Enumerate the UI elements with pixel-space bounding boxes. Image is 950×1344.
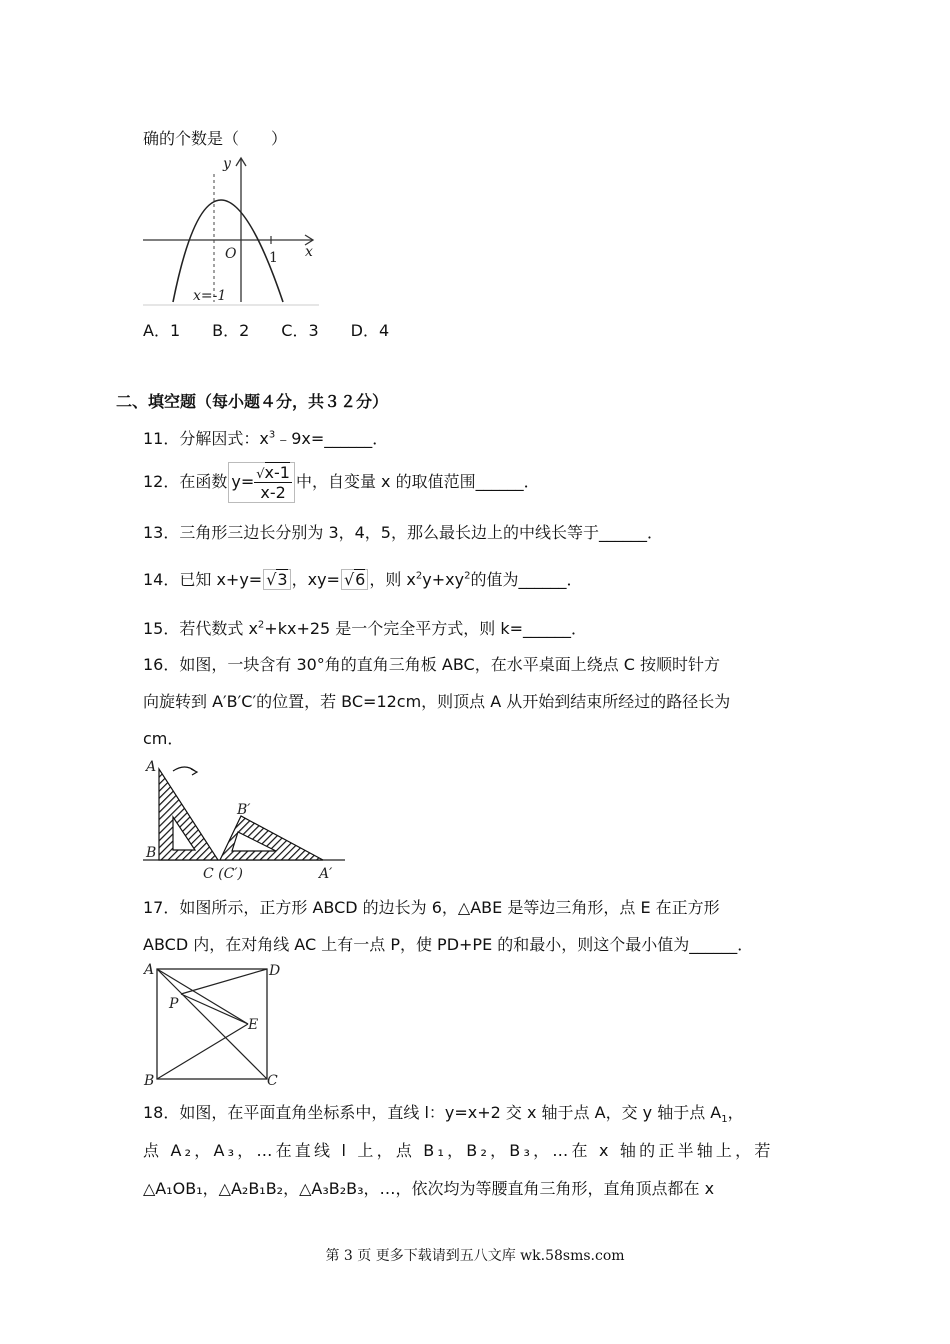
q12-numerator: x-1 xyxy=(264,463,290,482)
q12-fraction: $\frac{√x-1}{x-2}$ xyxy=(256,463,290,502)
label-A: A xyxy=(146,759,157,775)
q11 xyxy=(143,426,388,449)
origin-label: O xyxy=(225,246,237,262)
q14-sup-1: 2 xyxy=(415,570,423,582)
q14 xyxy=(143,567,582,590)
q14-sup-2: 2 xyxy=(464,570,471,582)
q12-y: y= xyxy=(231,472,255,491)
label-P: P xyxy=(169,996,179,1012)
q10-options: A．1 B．2 C．3 D．4 xyxy=(143,321,390,340)
q12 xyxy=(143,462,540,503)
axis-of-symmetry-label: x=-1 xyxy=(193,288,227,304)
q14-radicand-2: 6 xyxy=(355,570,366,589)
q14-p1: 14．已知 x+y= xyxy=(143,570,263,589)
label-B-prime: B′ xyxy=(237,802,251,818)
q18-line-1-text: 18．如图，在平面直角坐标系中，直线 l：y=x+2 交 x 轴于点 A，交 y 轴于点 A xyxy=(143,1103,722,1122)
q15-p1: 15．若代数式 x xyxy=(143,619,258,638)
q10-tail: 确的个数是（ ） xyxy=(143,129,288,148)
q14-sqrt3: √3 xyxy=(263,569,290,590)
parabola-graph xyxy=(143,152,319,308)
q18-line-2: 点 A₂，A₃，…在直线 l 上，点 B₁，B₂，B₃，…在 x 轴的正半轴上，若 xyxy=(143,1141,774,1160)
q11-sup: 3 xyxy=(268,429,276,441)
q14-radicand-1: 3 xyxy=(277,570,288,589)
q18-line-1-end: ， xyxy=(727,1103,744,1122)
label-C: C (C′) xyxy=(203,866,243,881)
q16-line-1: 16．如图，一块含有 30°角的直角三角板 ABC，在水平桌面上绕点 C 按顺时针方 xyxy=(143,655,721,674)
q18-line-1 xyxy=(143,1100,744,1125)
q15 xyxy=(143,616,587,639)
label-B: B xyxy=(146,845,157,861)
one-label: 1 xyxy=(269,250,278,266)
q15-p2: +kx+25 是一个完全平方式，则 k=______． xyxy=(264,619,588,638)
q17-line-1: 17．如图所示，正方形 ABCD 的边长为 6，△ABE 是等边三角形，点 E 在正方形 xyxy=(143,898,720,917)
q14-sqrt6: √6 xyxy=(341,569,368,590)
x-axis-label: x xyxy=(305,244,313,260)
q12-prefix: 12．在函数 xyxy=(143,472,228,491)
square-figure xyxy=(143,961,288,1088)
q18-line-1-sub: 1 xyxy=(721,1114,728,1126)
q17-line-2: ABCD 内，在对角线 AC 上有一点 P，使 PD+PE 的和最小，则这个最小值为______． xyxy=(143,935,754,954)
label-C: C xyxy=(267,1073,278,1088)
q14-p3: ，则 x xyxy=(369,570,416,589)
q16-line-3: cm． xyxy=(143,729,184,748)
section-title: 二、填空题（每小题４分，共３２分） xyxy=(116,392,389,411)
q12-formula xyxy=(228,462,295,503)
q11-prefix: 11．分解因式：x xyxy=(143,429,269,448)
label-E: E xyxy=(248,1017,259,1033)
page-footer: 第 3 页 更多下载请到五八文库 wk.58sms.com xyxy=(325,1248,625,1264)
q18-line-3: △A₁OB₁，△A₂B₁B₂，△A₃B₂B₃，…，依次均为等腰直角三角形，直角顶点都在 x xyxy=(143,1179,715,1198)
q15-sup: 2 xyxy=(257,619,265,631)
rotated-triangle-figure xyxy=(143,757,345,881)
label-A: A xyxy=(144,962,155,978)
q13: 13．三角形三边长分别为 3，4，5，那么最长边上的中线长等于______． xyxy=(143,523,663,542)
label-B: B xyxy=(144,1073,155,1088)
q11-suffix: ﹣9x=______． xyxy=(275,429,389,448)
q12-denominator: x-2 xyxy=(260,483,286,502)
label-D: D xyxy=(269,963,281,979)
q16-line-2: 向旋转到 A′B′C′的位置，若 BC=12cm，则顶点 A 从开始到结束所经过的路径长为 xyxy=(143,692,731,711)
label-A-prime: A′ xyxy=(319,866,333,881)
q14-p4: y+xy xyxy=(422,570,465,589)
q14-p2: ，xy= xyxy=(291,570,340,589)
y-axis-label: y xyxy=(223,156,231,172)
q14-p5: 的值为______． xyxy=(470,570,583,589)
q12-suffix: 中，自变量 x 的取值范围______． xyxy=(295,472,540,491)
